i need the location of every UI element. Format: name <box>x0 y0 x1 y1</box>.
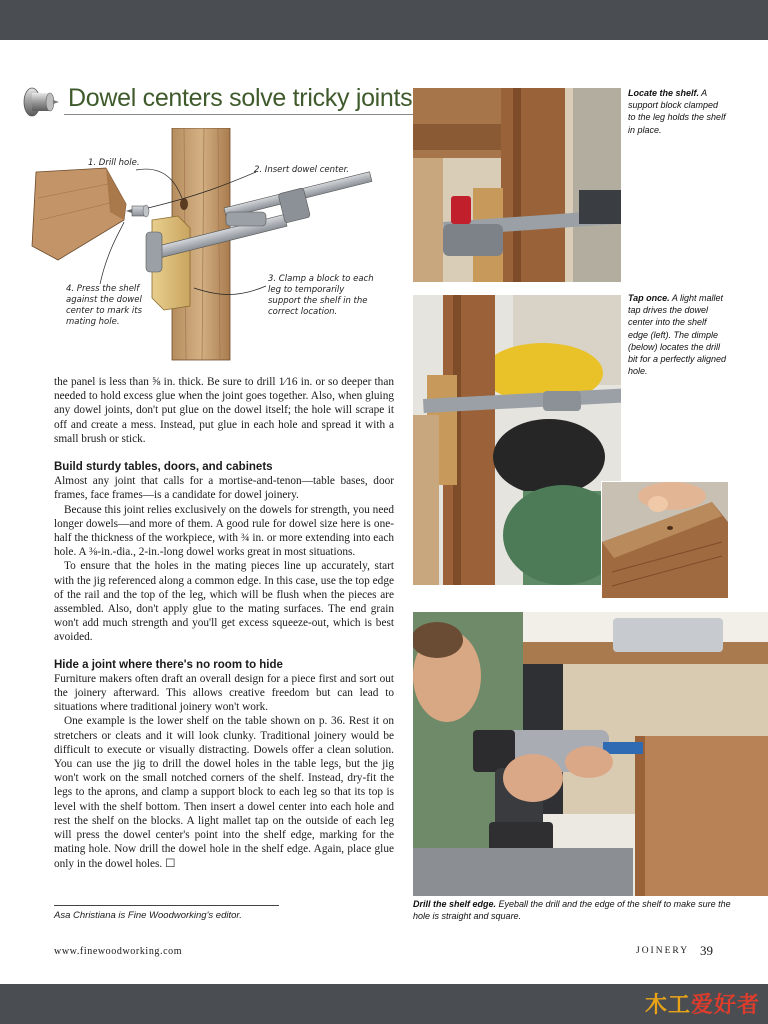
article-body <box>54 375 394 871</box>
caption-locate-text: A support block clamped to the leg holds the shelf in place. <box>628 88 726 135</box>
paragraph-text: One example is the lower shelf on the table shown on p. 36. Rest it on stretchers or cleats and it will look clunky. Traditional joinery would be difficult to execute or visually distracting. Dowels offer a clean solution. You can use the jig to drill the dowel holes in the table legs, but the jig won't work on the small notched corners of the shelf. Instead, dry-fit the legs to the aprons, and clamp a support block to each leg so that its top is level with the shelf bottom. Then insert a dowel center into each hole and rest the shelf on the blocks. A light mallet tap on the outside of each leg will press the dowel center's point into the shelf edge, marking for the mating hole. Now drill the dowel hole in the shelf edge. Again, place glue only in the dowel holes. <box>54 715 394 870</box>
photo-dimple-inset <box>601 481 729 599</box>
dowel-center-part <box>126 205 149 217</box>
paragraph: To ensure that the holes in the mating pieces line up accurately, start with the jig referenced along a common edge. In this case, use the top edge of the rail and the top of the leg, which will be flush when the pieces are assembled. Also, don't apply glue to the mating surfaces. The end grain won't add much strength and you'll get excess squeeze-out, which is best avoided. <box>54 560 394 644</box>
caption-drill <box>413 898 733 922</box>
caption-tap-text: A light mallet tap drives the dowel center into the shelf edge (left). The dimple (below) locates the drill bit for a perfectly aligned hole. <box>628 293 727 377</box>
caption-locate-title: Locate the shelf. <box>628 88 700 98</box>
caption-drill-title: Drill the shelf edge. <box>413 899 497 909</box>
photo-drill-shelf <box>413 612 768 896</box>
end-mark: ☐ <box>165 857 176 870</box>
paragraph: Almost any joint that calls for a mortise-and-tenon—table bases, door frames, face frames—is a candidate for dowel joinery. <box>54 475 394 502</box>
callout-clamp: 3. Clamp a block to each leg to temporarily support the shelf in the correct location. <box>268 274 374 317</box>
caption-tap <box>628 292 728 377</box>
title-divider <box>64 114 414 115</box>
paragraph: Furniture makers often draft an overall design for a piece first and sort out the joinery afterward. This allows creative freedom but can lead to situations where traditional joinery won't work. <box>54 672 394 714</box>
callout-drill: 1. Drill hole. <box>88 158 140 168</box>
callout-press: 4. Press the shelf against the dowel center to mark its mating hole. <box>66 284 143 327</box>
byline-name: Asa Christiana <box>54 910 116 921</box>
callout-insert: 2. Insert dowel center. <box>254 165 350 175</box>
dowel-center-icon <box>20 84 60 120</box>
paragraph <box>54 714 394 870</box>
byline-rule <box>54 905 279 906</box>
watermark-part-b: 爱好者 <box>690 993 760 1018</box>
footer-section: JOINERY <box>636 946 690 956</box>
intro-paragraph: the panel is less than ⅝ in. thick. Be sure to drill 1⁄16 in. or so deeper than needed to hold excess glue when the joint goes together. Also, when gluing any dowel joints, don't put glue on the dowel itself; the hole will scrape it off and create a mess. Instead, put glue in each hole and spread it with a small brush or stick. <box>54 376 394 445</box>
caption-tap-title: Tap once. <box>628 293 670 303</box>
dowel-hole <box>180 198 188 210</box>
byline <box>54 910 242 921</box>
watermark-logo <box>645 988 760 1019</box>
dowel-center-diagram <box>28 128 398 362</box>
paragraph: Because this joint relies exclusively on the dowels for strength, you need longer dowels—and more of them. A good rule for dowel size here is one-half the thickness of the workpiece, with ¾ in. or more extending into each hole. A ⅜-in.-dia., 2-in.-long dowel works great in most situations. <box>54 503 394 559</box>
caption-drill-text: Eyeball the drill and the edge of the shelf to make sure the hole is straight and square. <box>413 899 731 922</box>
caption-locate <box>628 87 728 136</box>
section-heading-hide: Hide a joint where there's no room to hide <box>54 658 283 671</box>
watermark-part-a: 木工 <box>644 993 691 1018</box>
footer-url: www.finewoodworking.com <box>54 946 183 957</box>
page-number: 39 <box>700 943 713 958</box>
byline-rest: is Fine Woodworking's editor. <box>115 910 242 921</box>
photo-tap-once <box>413 295 621 585</box>
section-heading-tables: Build sturdy tables, doors, and cabinets <box>54 461 273 474</box>
page-title: Dowel centers solve tricky joints <box>68 84 413 112</box>
photo-locate-shelf <box>413 88 621 282</box>
top-bar <box>0 0 768 40</box>
